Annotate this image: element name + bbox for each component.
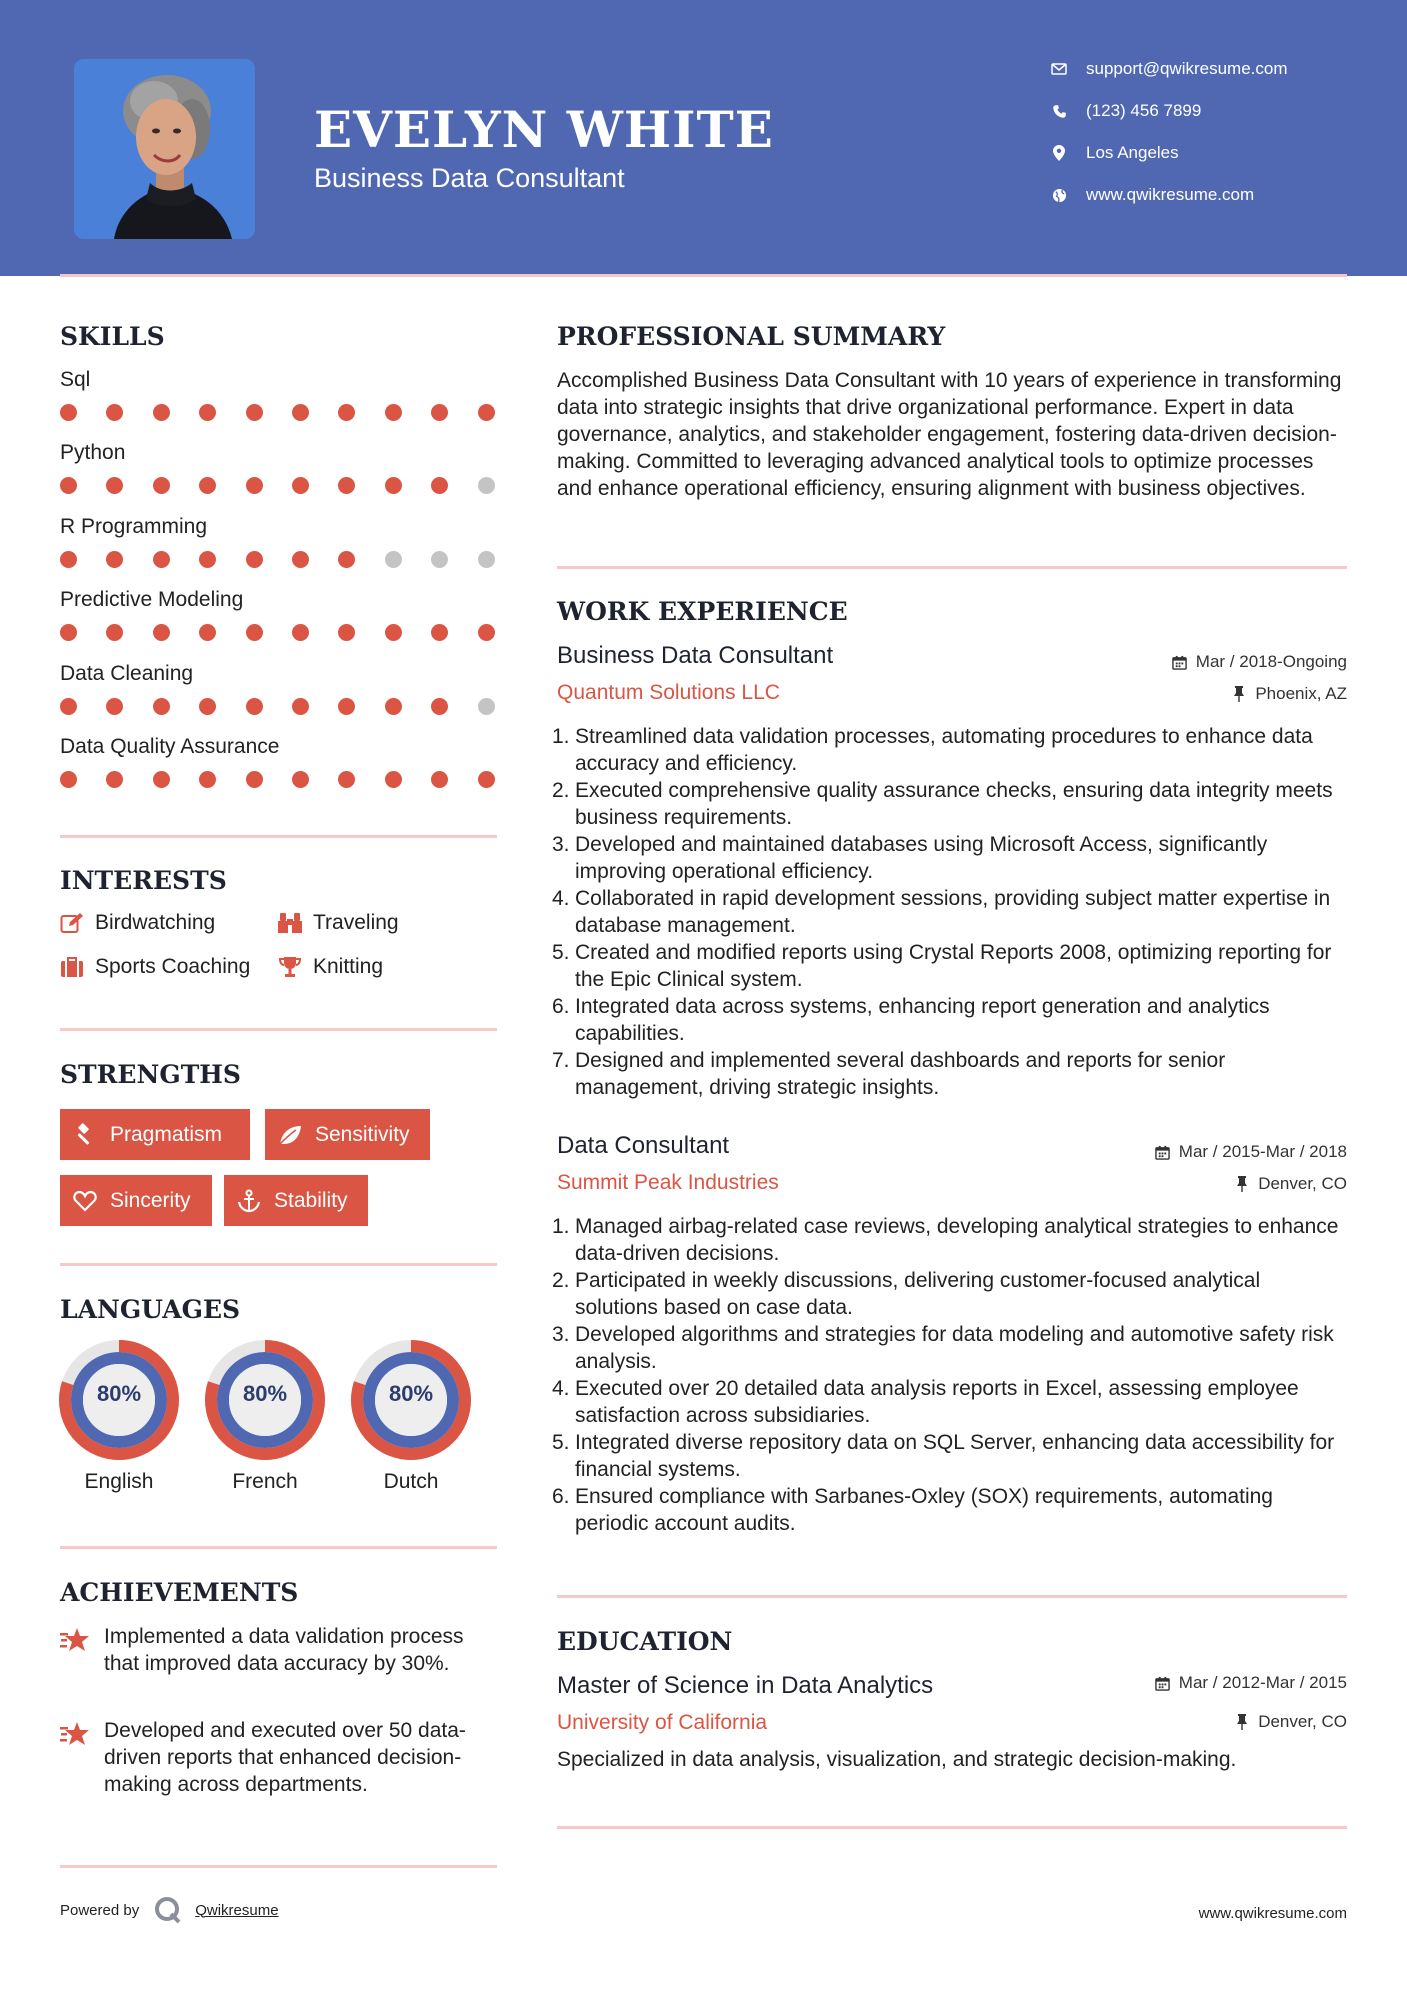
skill-rating [60,404,500,422]
achievement-item [60,1717,500,1835]
language-percent: 80% [242,1381,288,1406]
bullet-text: Integrated data across systems, enhancing report generation and analytics capabilities. [575,995,1270,1045]
trophy-icon [277,954,303,980]
summary-divider [557,566,1347,569]
calendar-icon [1155,1144,1171,1160]
skill-dot-filled [153,698,170,715]
interest-label: Birdwatching [95,911,216,934]
bullet-text: Participated in weekly discussions, delivering customer-focused analytical solutions based on case data. [575,1269,1261,1319]
skill-dot-filled [246,698,263,715]
qwikresume-logo-icon [153,1895,183,1925]
strength-label: Sensitivity [315,1122,410,1146]
contact-website[interactable] [1050,180,1254,210]
skill-dot-filled [385,624,402,641]
language-name: English [84,1470,154,1493]
bullet-text: Executed comprehensive quality assurance checks, ensuring data integrity meets business requirements. [575,779,1333,829]
skill-dot-filled [60,624,77,641]
language-item [204,1339,326,1509]
skill-dot-filled [292,551,309,568]
skill-dot-empty [478,477,495,494]
skill-dot-filled [292,404,309,421]
bullet-number: 2. [552,779,570,802]
skills-heading: SKILLS [60,322,165,351]
footer-powered-by [60,1895,279,1925]
bullet-text: Integrated diverse repository data on SQL Server, enhancing data accessibility for financial systems. [575,1431,1335,1481]
skill-dot-filled [292,624,309,641]
skill-item [60,515,500,575]
job-company: Quantum Solutions LLC [557,681,780,704]
envelope-icon [1050,60,1068,78]
bullet-text: Streamlined data validation processes, automating procedures to enhance data accuracy and efficiency. [575,725,1313,775]
pushpin-icon [1231,686,1247,702]
summary-heading: PROFESSIONAL SUMMARY [557,322,946,351]
job-date [1172,652,1347,672]
skill-dot-filled [385,404,402,421]
bullet-text: Executed over 20 detailed data analysis reports in Excel, assessing employee satisfaction across subsidiaries. [575,1377,1299,1427]
skill-dot-filled [60,477,77,494]
summary-text: Accomplished Business Data Consultant with 10 years of experience in transforming data into strategic insights that drive organizational performance. Expert in data governance, analytics, and stakeholder engagement, fostering data-driven decision-making. Committed to leveraging advanced analytical tools to optimize processes and enhance operational efficiency, ensuring alignment with business objectives. [557,369,1342,500]
skill-dot-empty [385,551,402,568]
skill-dot-filled [338,624,355,641]
job-bullet [553,885,1347,939]
skill-dot-filled [246,404,263,421]
interest-label: Sports Coaching [95,955,251,978]
strength-tag-sensitivity [265,1109,430,1160]
achievements-heading: ACHIEVEMENTS [60,1578,299,1607]
star-medal-icon [60,1625,92,1657]
education-school: University of California [557,1711,768,1734]
job-bullet [553,939,1347,993]
skill-dot-empty [478,551,495,568]
pushpin-icon [1234,1176,1250,1192]
pushpin-icon [1234,1714,1250,1730]
skill-dot-filled [60,698,77,715]
language-percent: 80% [388,1381,434,1406]
skill-dot-filled [338,477,355,494]
binoculars-icon [277,910,303,936]
interest-label: Traveling [313,911,399,934]
job-bullet [553,1267,1347,1321]
skill-dot-filled [153,771,170,788]
skill-label: Python [60,441,126,465]
bullet-number: 6. [552,995,570,1018]
skill-rating [60,624,500,642]
bullet-number: 1. [552,1215,570,1238]
skill-dot-filled [338,404,355,421]
skill-dot-filled [292,771,309,788]
bullet-number: 1. [552,725,570,748]
achievements-divider [60,1865,497,1868]
skill-dot-filled [199,624,216,641]
interest-item-sports-coaching [59,954,250,980]
leaf-icon [277,1122,303,1148]
experience-heading: WORK EXPERIENCE [557,597,848,626]
skill-dot-filled [106,477,123,494]
skill-dot-filled [246,551,263,568]
skill-dot-filled [106,771,123,788]
skill-dot-filled [431,477,448,494]
skill-dot-empty [431,551,448,568]
skill-dot-filled [199,698,216,715]
strength-tag-sincerity [60,1175,212,1226]
skill-dot-filled [153,477,170,494]
bullet-text: Collaborated in rapid development sessions, providing subject matter expertise in database management. [575,887,1331,937]
interest-item-birdwatching [59,910,215,936]
briefcase-icon [59,954,85,980]
skill-dot-filled [431,624,448,641]
bullet-text: Developed algorithms and strategies for data modeling and automotive safety risk analysis. [575,1323,1334,1373]
heart-icon [72,1188,98,1214]
education-location-text: Denver, CO [1258,1712,1347,1731]
education-heading: EDUCATION [557,1627,733,1656]
interest-item-knitting [277,954,383,980]
skill-label: Data Quality Assurance [60,735,280,758]
job-bullet [553,1321,1347,1375]
qwikresume-link[interactable]: Qwikresume [195,1901,279,1919]
skill-dot-filled [199,551,216,568]
languages-divider [60,1546,497,1549]
job-date [1155,1142,1347,1162]
skill-dot-filled [60,404,77,421]
bullet-number: 7. [552,1049,570,1072]
contact-website-text: www.qwikresume.com [1086,185,1255,204]
job-location [1231,684,1347,704]
skill-dot-filled [246,624,263,641]
achievement-text: Implemented a data validation process that improved data accuracy by 30%. [104,1625,464,1675]
achievement-text: Developed and executed over 50 data-driven reports that enhanced decision-making across departments. [104,1719,466,1796]
skill-dot-filled [246,477,263,494]
skill-rating [60,771,500,789]
strength-label: Pragmatism [110,1122,223,1146]
candidate-name: EVELYN WHITE [314,100,774,159]
job-bullet [553,1047,1347,1101]
skill-rating [60,698,500,716]
job-company: Summit Peak Industries [557,1171,779,1194]
job-location-text: Phoenix, AZ [1255,684,1347,703]
job-title: Data Consultant [557,1132,730,1159]
skill-dot-filled [153,624,170,641]
language-name: Dutch [383,1470,439,1493]
skill-dot-filled [106,551,123,568]
interests-divider [60,1028,497,1031]
skill-dot-filled [431,698,448,715]
experience-divider [557,1595,1347,1598]
bullet-number: 5. [552,941,570,964]
skill-dot-filled [153,404,170,421]
calendar-icon [1172,654,1188,670]
skill-dot-filled [385,477,402,494]
skill-dot-filled [431,404,448,421]
bullet-number: 3. [552,1323,570,1346]
skill-dot-filled [106,404,123,421]
skill-dot-filled [199,404,216,421]
bullet-number: 6. [552,1485,570,1508]
job-bullets [553,723,1347,1101]
skill-item [60,662,500,722]
skill-dot-filled [60,551,77,568]
contact-email-text: support@qwikresume.com [1086,59,1288,78]
education-date [1155,1673,1347,1693]
bullet-text: Designed and implemented several dashboards and reports for senior management, driving strategic insights. [575,1049,1226,1099]
bullet-number: 5. [552,1431,570,1454]
powered-by-text: Powered by [60,1901,140,1919]
skill-dot-filled [385,771,402,788]
skill-dot-filled [478,404,495,421]
job-location-text: Denver, CO [1258,1174,1347,1193]
strength-label: Stability [274,1188,348,1212]
strength-tag-stability [224,1175,368,1226]
skill-dot-filled [478,624,495,641]
skill-dot-filled [106,624,123,641]
achievement-item [60,1623,500,1713]
interest-item-traveling [277,910,399,936]
job-date-text: Mar / 2018-Ongoing [1195,652,1347,671]
skill-item [60,588,500,648]
skill-dot-filled [385,698,402,715]
job-bullet [553,777,1347,831]
language-percent: 80% [96,1381,142,1406]
header-divider [60,274,1347,277]
skill-item [60,368,500,428]
skill-dot-filled [431,771,448,788]
contact-phone[interactable] [1050,96,1201,126]
skill-dot-filled [106,698,123,715]
job-bullet [553,831,1347,885]
skill-rating [60,551,500,569]
contact-phone-text: (123) 456 7899 [1086,101,1202,120]
education-description: Specialized in data analysis, visualization, and strategic decision-making. [557,1748,1237,1771]
skill-dot-filled [338,698,355,715]
skill-dot-filled [246,771,263,788]
star-medal-icon [60,1719,92,1751]
bullet-number: 2. [552,1269,570,1292]
job-bullet [553,1375,1347,1429]
strengths-heading: STRENGTHS [60,1060,241,1089]
education-divider [557,1826,1347,1829]
globe-icon [1050,186,1068,204]
strengths-divider [60,1263,497,1266]
job-bullets [553,1213,1347,1537]
education-degree: Master of Science in Data Analytics [557,1672,934,1699]
anchor-icon [236,1188,262,1214]
skill-rating [60,477,500,495]
bullet-text: Created and modified reports using Crystal Reports 2008, optimizing reporting for the Epic Clinical system. [575,941,1332,991]
contact-location [1050,138,1179,168]
bullet-number: 4. [552,887,570,910]
job-title: Business Data Consultant [557,642,834,669]
language-item [58,1339,180,1509]
skill-dot-filled [292,477,309,494]
contact-location-text: Los Angeles [1086,143,1179,162]
contact-email[interactable] [1050,54,1288,84]
strength-tag-pragmatism [60,1109,250,1160]
strength-label: Sincerity [110,1188,191,1212]
education-location [1234,1712,1347,1732]
skill-label: Predictive Modeling [60,588,244,612]
gavel-icon [72,1122,98,1148]
skill-dot-filled [60,771,77,788]
job-bullet [553,1483,1347,1537]
education-date-text: Mar / 2012-Mar / 2015 [1178,1673,1347,1692]
job-bullet [553,993,1347,1047]
skill-item [60,441,500,501]
calendar-icon [1155,1675,1171,1691]
phone-icon [1050,102,1068,120]
job-date-text: Mar / 2015-Mar / 2018 [1178,1142,1347,1161]
skill-label: R Programming [60,514,208,538]
bullet-number: 4. [552,1377,570,1400]
job-bullet [553,723,1347,777]
skill-label: Data Cleaning [60,661,194,685]
interests-heading: INTERESTS [60,866,227,895]
job-location [1234,1174,1347,1194]
bullet-number: 3. [552,833,570,856]
skill-dot-filled [292,698,309,715]
skill-dot-filled [338,771,355,788]
bullet-text: Managed airbag-related case reviews, developing analytical strategies to enhance data-driven decisions. [575,1215,1339,1265]
skill-dot-filled [199,771,216,788]
skill-dot-filled [153,551,170,568]
bullet-text: Developed and maintained databases using Microsoft Access, significantly improving operational efficiency. [575,833,1268,883]
bullet-text: Ensured compliance with Sarbanes-Oxley (SOX) requirements, automating periodic account audits. [575,1485,1273,1535]
skill-dot-filled [199,477,216,494]
map-pin-icon [1050,144,1068,162]
skills-divider [60,835,497,838]
language-name: French [232,1470,298,1493]
interest-label: Knitting [313,955,384,978]
candidate-role: Business Data Consultant [314,163,625,193]
job-bullet [553,1213,1347,1267]
languages-heading: LANGUAGES [60,1295,241,1324]
skill-item [60,735,500,795]
language-item [350,1339,472,1509]
skill-label: Sql [60,368,91,391]
skill-dot-empty [478,698,495,715]
edit-icon [59,910,85,936]
skill-dot-filled [478,771,495,788]
skill-dot-filled [338,551,355,568]
profile-photo [74,59,255,239]
footer-website[interactable]: www.qwikresume.com [1198,1905,1347,1922]
job-bullet [553,1429,1347,1483]
